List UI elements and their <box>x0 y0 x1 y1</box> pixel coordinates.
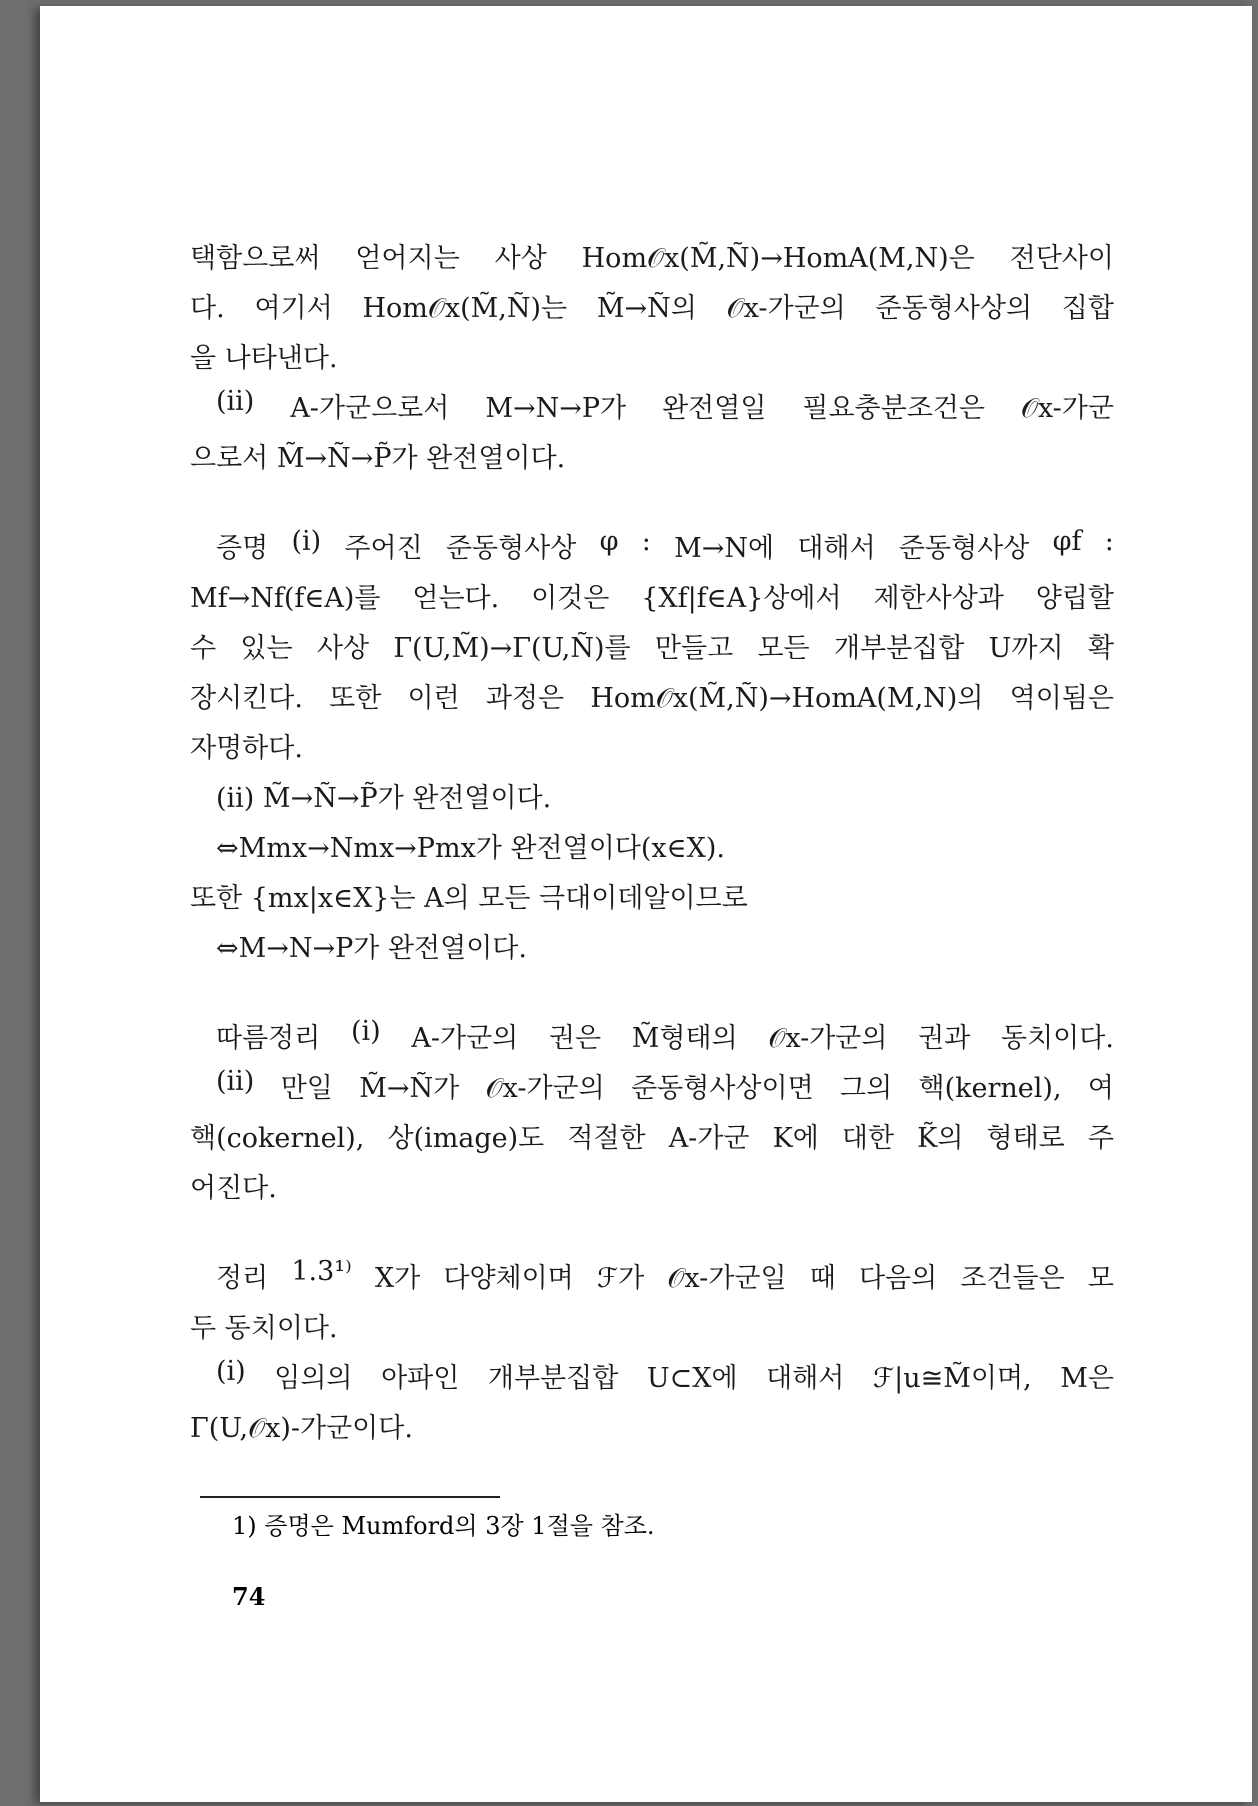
text-line: 두 동치이다. <box>190 1313 338 1344</box>
word: M→N→P가 <box>485 393 627 424</box>
word: 다양체이며 <box>443 1263 574 1294</box>
word: : <box>641 526 651 557</box>
text-line <box>190 236 1114 275</box>
word: 만들고 <box>654 633 734 664</box>
word: M→N에 <box>674 533 775 564</box>
word: φ <box>599 526 619 557</box>
word: 때 <box>809 1263 836 1294</box>
word: 택함으로써 <box>190 243 321 274</box>
corollary-heading-line <box>216 1016 1114 1055</box>
word: 𝒪x-가군의 <box>768 1023 888 1054</box>
word: 정리 <box>216 1263 269 1294</box>
word: 주어진 <box>344 533 423 564</box>
word: 준동형사상 <box>898 533 1030 564</box>
word: U⊂X에 <box>646 1363 738 1394</box>
text-line: 을 나타낸다. <box>190 343 338 374</box>
word: 여기서 <box>254 293 333 324</box>
word: 임의의 <box>274 1363 353 1394</box>
word: 제한사상과 <box>873 583 1004 614</box>
word: Hom𝒪x(M̃,Ñ)→HomA(M,N)의 <box>590 683 984 714</box>
word: 권과 <box>918 1023 971 1054</box>
word: A-가군으로서 <box>290 393 450 424</box>
text-line: 어진다. <box>190 1173 277 1204</box>
text-line: Γ(U,𝒪x)-가군이다. <box>190 1413 413 1444</box>
footnote-divider <box>200 1496 500 1498</box>
word: ℱ가 <box>596 1263 645 1294</box>
word: 개부분집합 <box>833 633 965 664</box>
word: Mf→Nf(f∈A)를 <box>190 583 381 614</box>
page-number: 74 <box>232 1582 266 1611</box>
word: 동치이다. <box>1001 1023 1114 1054</box>
word: 대해서 <box>766 1363 845 1394</box>
text-line: 자명하다. <box>190 733 303 764</box>
word: 또한 <box>329 683 382 714</box>
word: 조건들은 <box>960 1263 1065 1294</box>
word: 얻는다. <box>412 583 500 614</box>
word: 𝒪x-가군일 <box>667 1263 787 1294</box>
text-line <box>216 1356 1114 1395</box>
word: M̃형태의 <box>631 1023 738 1054</box>
word: 준동형사상이면 <box>631 1073 814 1104</box>
word: 장시킨다. <box>190 683 303 714</box>
word: M̃→Ñ가 <box>359 1073 460 1104</box>
word: 준동형사상의 <box>875 293 1033 324</box>
word: 𝒪x-가군의 <box>726 293 846 324</box>
text-line <box>190 576 1114 615</box>
word: (i) <box>291 526 322 557</box>
word: K에 <box>772 1123 819 1154</box>
word: 증명 <box>216 533 269 564</box>
word: (ii) <box>216 386 255 417</box>
word: 핵(kernel), <box>918 1073 1062 1104</box>
word: Hom𝒪x(M̃,Ñ)는 <box>362 293 568 324</box>
word: 대한 <box>841 1123 895 1154</box>
word: 형태로 <box>986 1123 1065 1154</box>
text-line: ⇔Mmx→Nmx→Pmx가 완전열이다(x∈X). <box>216 833 725 864</box>
text-line <box>216 386 1114 425</box>
word: : <box>1104 526 1114 557</box>
word: 아파인 <box>381 1363 460 1394</box>
word: 상(image)도 <box>387 1123 545 1154</box>
word: X가 <box>374 1263 421 1294</box>
word: ℱ|u≅M̃이며, <box>872 1363 1032 1394</box>
text-line <box>216 1066 1114 1105</box>
word: 이것은 <box>531 583 610 614</box>
word: 필요충분조건은 <box>802 393 985 424</box>
word: 확 <box>1087 633 1114 664</box>
word: 모든 <box>757 633 810 664</box>
word: 완전열일 <box>662 393 767 424</box>
word: 여 <box>1087 1073 1114 1104</box>
word: 역이됨은 <box>1009 683 1114 714</box>
word: 집합 <box>1061 293 1114 324</box>
text-line: ⇔M→N→P가 완전열이다. <box>216 933 527 964</box>
word: (ii) <box>216 1066 255 1097</box>
text-line: (ii) M̃→Ñ→P̃가 완전열이다. <box>216 783 552 814</box>
word: 대해서 <box>797 533 876 564</box>
word: 𝒪x-가군의 <box>485 1073 605 1104</box>
word: A-가군의 <box>411 1023 519 1054</box>
word: 수 <box>190 633 217 664</box>
word: φf <box>1052 526 1082 557</box>
word: 준동형사상 <box>445 533 577 564</box>
word: 권은 <box>548 1023 602 1054</box>
word: K̃의 <box>917 1123 964 1154</box>
word: 개부분집합 <box>487 1363 619 1394</box>
word: U까지 <box>988 633 1064 664</box>
text-line <box>190 626 1114 665</box>
text-line <box>190 286 1114 325</box>
word: 얻어지는 <box>355 243 460 274</box>
word: 전단사이 <box>1009 243 1114 274</box>
word: (i) <box>351 1016 381 1047</box>
footnote: 1) 증명은 Mumford의 3장 1절을 참조. <box>232 1512 655 1540</box>
text-line <box>190 1116 1114 1155</box>
text-line: 또한 {mx|x∈X}는 A의 모든 극대이데알이므로 <box>190 883 748 914</box>
word: M은 <box>1060 1363 1114 1394</box>
word: Hom𝒪x(M̃,Ñ)→HomA(M,N)은 <box>581 243 975 274</box>
word: 모 <box>1087 1263 1114 1294</box>
word: 적절한 <box>567 1123 646 1154</box>
word: 다음의 <box>858 1263 938 1294</box>
word: 𝒪x-가군 <box>1020 393 1114 424</box>
text-line <box>190 676 1114 715</box>
word: 있는 <box>240 633 293 664</box>
proof-heading-line <box>216 526 1114 565</box>
word: A-가군 <box>668 1123 750 1154</box>
word: 그의 <box>840 1073 893 1104</box>
word: Γ(U,M̃)→Γ(U,Ñ)를 <box>393 633 631 664</box>
text-line: 으로서 M̃→Ñ→P̃가 완전열이다. <box>190 443 566 474</box>
word: 주 <box>1087 1123 1114 1154</box>
word: 양립할 <box>1035 583 1114 614</box>
word: 1.3¹⁾ <box>291 1256 352 1287</box>
word: 만일 <box>280 1073 333 1104</box>
word: 다. <box>190 293 225 324</box>
word: 이런 <box>407 683 460 714</box>
word: (i) <box>216 1356 246 1387</box>
word: 핵(cokernel), <box>190 1123 365 1154</box>
word: 사상 <box>494 243 547 274</box>
word: 따름정리 <box>216 1023 321 1054</box>
word: M̃→Ñ의 <box>596 293 697 324</box>
word: 사상 <box>316 633 370 664</box>
word: {Xf|f∈A}상에서 <box>641 583 842 614</box>
theorem-heading-line <box>216 1256 1114 1295</box>
word: 과정은 <box>485 683 565 714</box>
